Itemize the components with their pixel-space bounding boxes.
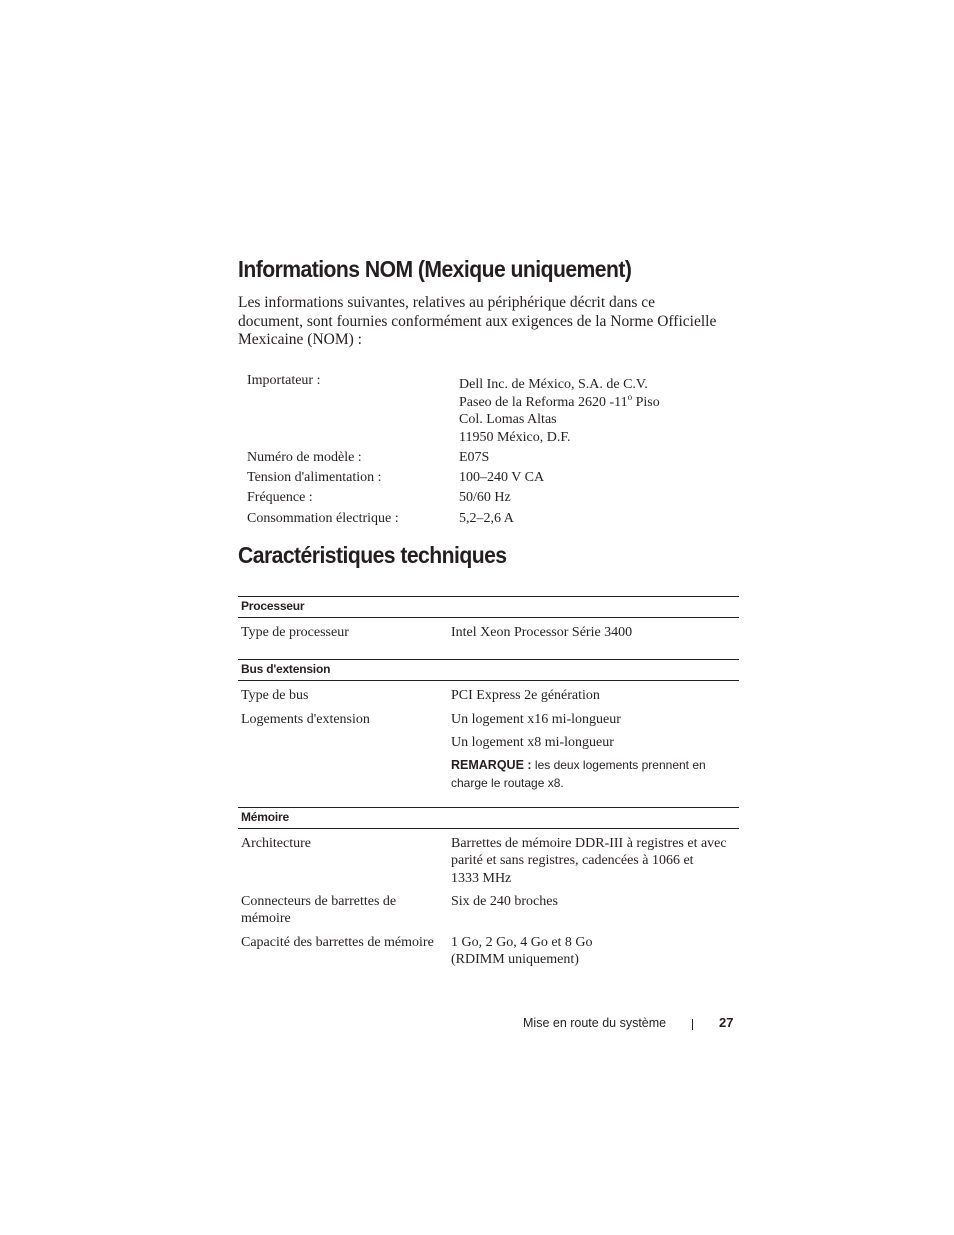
nom-label: Numéro de modèle : [247,449,362,465]
nom-value: E07S [459,449,490,465]
spec-label: Architecture [241,836,311,852]
spec-group-header: Processeur [238,596,739,618]
page-number: 27 [719,1015,734,1030]
spec-label: Type de bus [241,688,309,704]
note-label: REMARQUE : [451,758,532,773]
importer-line: 11950 México, D.F. [459,429,571,445]
spec-group-memory [238,807,739,968]
importer-address-text: Paseo de la Reforma 2620 -11 [459,394,628,410]
note-body: les deux logements prennent en [531,758,706,773]
spec-row [238,887,739,928]
spec-row [238,681,739,704]
note-text [451,757,739,792]
spec-row [238,618,739,641]
nom-info-table [247,372,727,530]
note-body: charge le routage x8. [451,775,564,790]
nom-label: Consommation électrique : [247,510,399,526]
nom-label: Tension d'alimentation : [247,470,382,486]
spec-value: PCI Express 2e génération [451,688,600,704]
nom-row-frequency [247,489,727,509]
spec-label: Type de processeur [241,625,349,640]
spec-value-line: 1 Go, 2 Go, 4 Go et 8 Go [451,934,593,950]
spec-group-processor [238,596,739,641]
spec-value: Intel Xeon Processor Série 3400 [451,625,633,640]
spec-group-header: Mémoire [238,807,739,829]
spec-value [451,928,739,969]
footer-separator [692,1019,693,1030]
nom-intro-line: document, sont fournies conformément aux exigences de la Norme Officielle [238,312,717,330]
spec-row [238,829,739,887]
spec-group-header: Bus d'extension [238,659,739,681]
spec-value: Six de 240 broches [451,894,558,910]
nom-value-importer [459,372,660,446]
spec-label-line: Connecteurs de barrettes de [241,894,397,910]
spec-value [451,829,739,887]
specs-section-title: Caractéristiques techniques [238,542,507,568]
nom-row-voltage [247,469,727,489]
footer-title: Mise en route du système [523,1016,667,1030]
spec-row [238,705,739,793]
nom-intro-line: Mexicaine (NOM) : [238,331,362,349]
ordinal-superscript: o [627,391,633,402]
nom-value: 50/60 Hz [459,490,511,506]
spec-value-line: 1333 MHz [451,870,512,886]
spec-value-line: (RDIMM uniquement) [451,951,579,967]
spec-value-line: Un logement x8 mi-longueur [451,734,614,750]
spec-row [238,928,739,969]
spec-label [238,887,451,928]
importer-address-text: Piso [632,394,660,410]
nom-intro-line: Les informations suivantes, relatives au périphérique décrit dans ce [238,294,656,311]
nom-row-model [247,449,727,469]
importer-line: Col. Lomas Altas [459,412,557,428]
nom-label: Fréquence : [247,490,313,506]
nom-intro-paragraph [238,294,738,350]
nom-value: 5,2–2,6 A [459,510,514,526]
importer-line: Dell Inc. de México, S.A. de C.V. [459,377,648,392]
spec-value [451,705,739,793]
spec-value-line: parité et sans registres, cadencées à 1066 et [451,853,694,869]
spec-label: Capacité des barrettes de mémoire [241,934,434,950]
nom-row-power [247,510,727,530]
spec-value-line: Barrettes de mémoire DDR-III à registres et avec [451,836,727,852]
nom-value: 100–240 V CA [459,470,545,486]
spec-value-line: Un logement x16 mi-longueur [451,711,621,727]
spec-group-expansion [238,659,739,792]
spec-label: Logements d'extension [241,711,370,727]
nom-row-importer [247,372,727,449]
specs-table [238,596,739,978]
nom-section-title: Informations NOM (Mexique uniquement) [238,256,632,282]
nom-label-importer: Importateur : [247,373,321,388]
spec-label-line: mémoire [241,911,291,927]
importer-line [459,391,660,412]
